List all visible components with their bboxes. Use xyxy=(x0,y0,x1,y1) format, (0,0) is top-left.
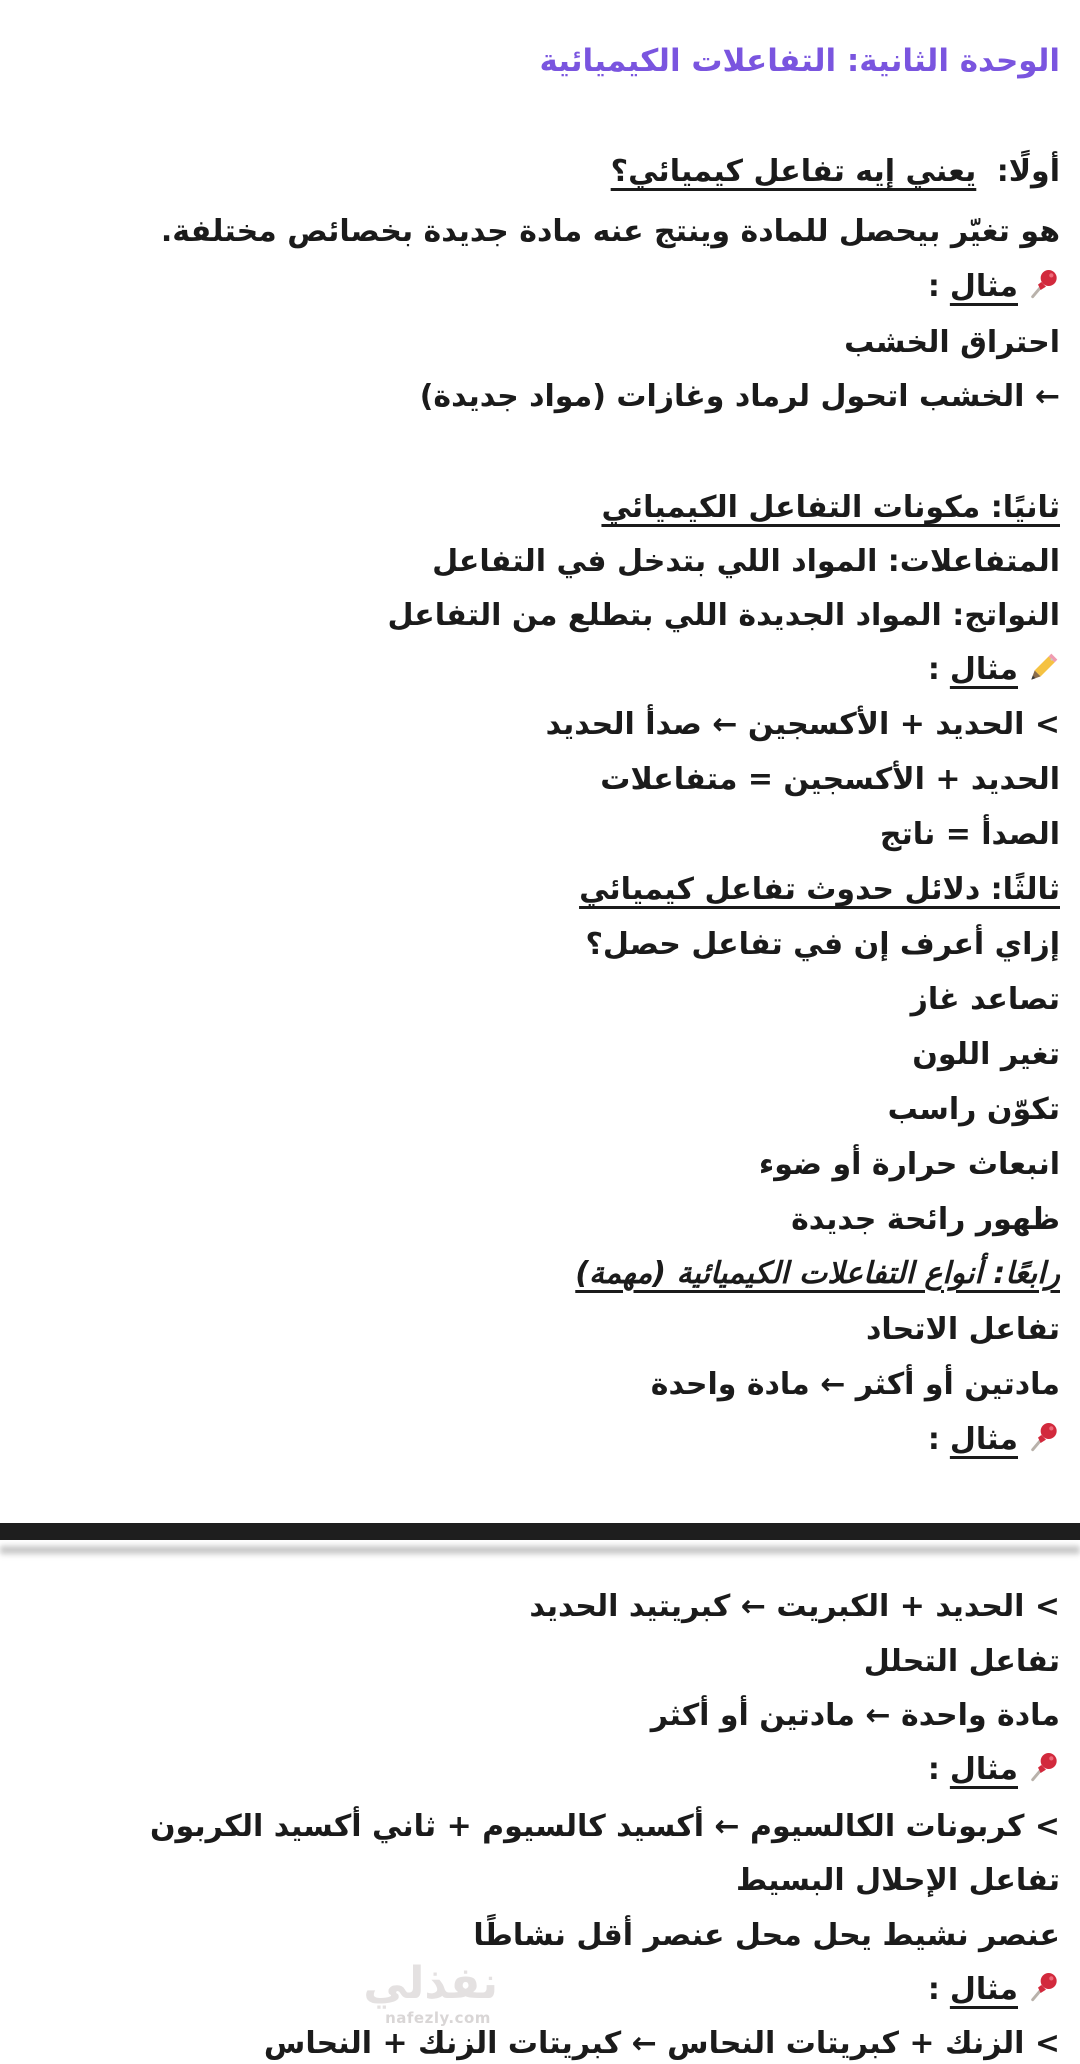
text-line xyxy=(264,2024,1060,2064)
pushpin-icon xyxy=(1028,268,1060,300)
watermark xyxy=(363,1958,498,2027)
text-segment: : xyxy=(927,652,940,687)
text-line xyxy=(912,1035,1060,1075)
text-line xyxy=(759,1145,1060,1185)
text-segment: > الحديد + الأكسجين ← صدأ الحديد xyxy=(545,707,1060,742)
text-segment: ظهور رائحة جديدة xyxy=(791,1202,1060,1237)
text-line xyxy=(161,212,1060,252)
text-segment: > الحديد + الكبريت ← كبريتيد الحديد xyxy=(529,1589,1060,1624)
text-line xyxy=(928,1750,1060,1790)
text-line xyxy=(611,152,1060,192)
text-line xyxy=(791,1200,1060,1240)
text-line xyxy=(432,542,1060,582)
text-line xyxy=(579,870,1060,910)
text-segment: : xyxy=(927,1972,940,2007)
text-segment: مثال xyxy=(949,269,1018,304)
text-segment: تفاعل التحلل xyxy=(863,1644,1060,1679)
text-line xyxy=(601,488,1060,528)
text-line xyxy=(928,267,1060,307)
text-segment: انبعاث حرارة أو ضوء xyxy=(758,1147,1060,1182)
text-segment: مثال xyxy=(949,1972,1018,2007)
text-segment: رابعًا: أنواع التفاعلات الكيميائية (مهمة) xyxy=(575,1256,1060,1291)
text-segment: الصدأ = ناتج xyxy=(879,817,1060,852)
text-segment: النواتج: المواد الجديدة اللي بتطلع من التفاعل xyxy=(387,598,1060,633)
text-line xyxy=(473,1916,1060,1956)
text-segment: يعني إيه تفاعل كيميائي؟ xyxy=(610,154,977,189)
text-line xyxy=(546,705,1060,745)
text-line xyxy=(651,1696,1060,1736)
text-segment: المتفاعلات: المواد اللي بتدخل في التفاعل xyxy=(432,544,1060,579)
text-line xyxy=(420,377,1060,417)
text-line xyxy=(736,1861,1060,1901)
page-break-shadow xyxy=(0,1546,1080,1554)
text-segment: تفاعل الإحلال البسيط xyxy=(735,1863,1060,1898)
text-line xyxy=(888,1090,1060,1130)
text-segment: تصاعد غاز xyxy=(910,982,1060,1017)
text-line xyxy=(864,1642,1060,1682)
text-segment: أولًا: xyxy=(986,154,1060,189)
text-segment: : xyxy=(927,1752,940,1787)
text-segment: تغير اللون xyxy=(912,1037,1060,1072)
pushpin-icon xyxy=(1028,1751,1060,1783)
watermark-domain: nafezly.com xyxy=(385,2009,491,2027)
text-segment: مثال xyxy=(949,652,1018,687)
text-line xyxy=(388,596,1061,636)
pencil-icon xyxy=(1028,651,1060,683)
text-segment: > كربونات الكالسيوم ← أكسيد كالسيوم + ثاني أكسيد الكربون xyxy=(149,1809,1060,1844)
text-segment: مثال xyxy=(949,1422,1018,1457)
text-line xyxy=(575,1254,1060,1294)
text-segment: عنصر نشيط يحل محل عنصر أقل نشاطًا xyxy=(473,1918,1060,1953)
text-line xyxy=(880,815,1060,855)
text-segment: ثالثًا: دلائل حدوث تفاعل كيميائي xyxy=(579,872,1060,907)
text-segment: مادتين أو أكثر ← مادة واحدة xyxy=(650,1367,1060,1402)
page-title: الوحدة الثانية: التفاعلات الكيميائية xyxy=(539,43,1060,79)
text-segment: ثانيًا: مكونات التفاعل الكيميائي xyxy=(601,490,1060,525)
text-segment: ← الخشب اتحول لرماد وغازات (مواد جديدة) xyxy=(419,379,1060,414)
text-line xyxy=(911,980,1060,1020)
text-line xyxy=(928,1970,1060,2010)
page-break-bar xyxy=(0,1523,1080,1540)
text-line xyxy=(844,323,1060,363)
text-segment: هو تغيّر بيحصل للمادة وينتج عنه مادة جديدة بخصائص مختلفة. xyxy=(160,214,1060,249)
text-segment: الحديد + الأكسجين = متفاعلات xyxy=(600,762,1060,797)
text-line xyxy=(529,1587,1060,1627)
text-line xyxy=(600,760,1060,800)
text-segment: مثال xyxy=(949,1752,1018,1787)
text-line xyxy=(651,1365,1060,1405)
text-line xyxy=(928,650,1060,690)
text-segment: مادة واحدة ← مادتين أو أكثر xyxy=(650,1698,1060,1733)
text-segment: : xyxy=(927,269,940,304)
text-segment: > الزنك + كبريتات النحاس ← كبريتات الزنك + النحاس xyxy=(263,2026,1060,2061)
watermark-brand: نفذلي xyxy=(363,1958,498,2009)
text-segment: إزاي أعرف إن في تفاعل حصل؟ xyxy=(585,927,1060,962)
text-segment: : xyxy=(927,1422,940,1457)
text-line xyxy=(866,1310,1060,1350)
text-segment: تكوّن راسب xyxy=(887,1092,1060,1127)
text-line xyxy=(150,1807,1060,1847)
pushpin-icon xyxy=(1028,1971,1060,2003)
text-line xyxy=(928,1420,1060,1460)
pushpin-icon xyxy=(1028,1421,1060,1453)
text-segment: تفاعل الاتحاد xyxy=(865,1312,1060,1347)
text-line xyxy=(586,925,1060,965)
text-segment: احتراق الخشب xyxy=(844,325,1060,360)
